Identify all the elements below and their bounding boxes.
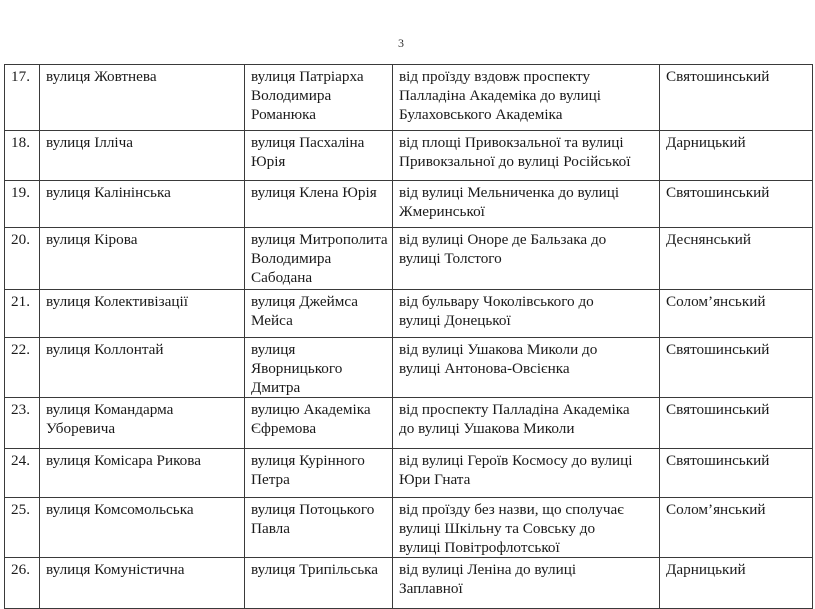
new-line: Дмитра bbox=[251, 379, 301, 396]
street-section bbox=[393, 338, 660, 398]
row-number bbox=[5, 131, 40, 181]
row-number-text: 20. bbox=[11, 231, 30, 248]
section-line: від вулиці Оноре де Бальзака до bbox=[399, 231, 607, 248]
new-street-name bbox=[245, 290, 393, 338]
table-row bbox=[5, 498, 813, 558]
row-number bbox=[5, 290, 40, 338]
street-section bbox=[393, 228, 660, 290]
street-section bbox=[393, 65, 660, 131]
district bbox=[660, 498, 813, 558]
row-number-text: 19. bbox=[11, 184, 30, 201]
old-line: Уборевича bbox=[46, 420, 116, 437]
new-street-name bbox=[245, 498, 393, 558]
district-text: Дарницький bbox=[666, 561, 746, 578]
section-line: Привокзальної до вулиці Російської bbox=[399, 153, 631, 170]
street-section bbox=[393, 290, 660, 338]
district bbox=[660, 558, 813, 609]
new-line: Павла bbox=[251, 520, 290, 537]
district-text: Святошинський bbox=[666, 341, 770, 358]
old-line: вулиця Командарма bbox=[46, 401, 174, 418]
old-street-name bbox=[40, 558, 245, 609]
new-line: Сабодана bbox=[251, 269, 313, 286]
new-street-name bbox=[245, 131, 393, 181]
new-street-name bbox=[245, 181, 393, 228]
table-row bbox=[5, 65, 813, 131]
row-number-text: 23. bbox=[11, 401, 30, 418]
street-section bbox=[393, 558, 660, 609]
district bbox=[660, 449, 813, 498]
table-row bbox=[5, 181, 813, 228]
old-line: вулиця Калінінська bbox=[46, 184, 171, 201]
street-section bbox=[393, 498, 660, 558]
old-street-name bbox=[40, 449, 245, 498]
old-street-name bbox=[40, 65, 245, 131]
old-street-name bbox=[40, 398, 245, 449]
street-section bbox=[393, 181, 660, 228]
new-line: вулиця bbox=[251, 341, 296, 358]
new-line: вулиця Курінного bbox=[251, 452, 365, 469]
new-line: Петра bbox=[251, 471, 290, 488]
old-street-name bbox=[40, 228, 245, 290]
new-line: вулиця Джеймса bbox=[251, 293, 358, 310]
street-renaming-table bbox=[4, 64, 813, 609]
new-line: вулиця Митрополита bbox=[251, 231, 388, 248]
old-line: вулиця Кірова bbox=[46, 231, 138, 248]
district bbox=[660, 338, 813, 398]
district-text: Святошинський bbox=[666, 184, 770, 201]
new-line: вулиця Клена Юрія bbox=[251, 184, 377, 201]
page-number: 3 bbox=[398, 36, 404, 50]
row-number-text: 24. bbox=[11, 452, 30, 469]
new-line: вулиця Патріарха bbox=[251, 68, 364, 85]
new-street-name bbox=[245, 228, 393, 290]
new-line: Володимира bbox=[251, 250, 332, 267]
old-line: вулиця Комуністична bbox=[46, 561, 185, 578]
section-line: Палладіна Академіка до вулиці bbox=[399, 87, 601, 104]
district-text: Деснянський bbox=[666, 231, 751, 248]
old-line: вулиця Жовтнева bbox=[46, 68, 157, 85]
table-row bbox=[5, 131, 813, 181]
old-street-name bbox=[40, 131, 245, 181]
street-section bbox=[393, 131, 660, 181]
row-number-text: 18. bbox=[11, 134, 30, 151]
row-number-text: 17. bbox=[11, 68, 30, 85]
district bbox=[660, 131, 813, 181]
district bbox=[660, 290, 813, 338]
old-street-name bbox=[40, 338, 245, 398]
street-section bbox=[393, 449, 660, 498]
new-line: Володимира bbox=[251, 87, 332, 104]
row-number bbox=[5, 398, 40, 449]
section-line: від площі Привокзальної та вулиці bbox=[399, 134, 624, 151]
row-number bbox=[5, 558, 40, 609]
section-line: від вулиці Леніна до вулиці bbox=[399, 561, 577, 578]
district-text: Солом’янський bbox=[666, 293, 766, 310]
old-line: вулиця Ілліча bbox=[46, 134, 134, 151]
old-line: вулиця Колективізації bbox=[46, 293, 188, 310]
old-street-name bbox=[40, 181, 245, 228]
new-line: Єфремова bbox=[251, 420, 317, 437]
row-number-text: 21. bbox=[11, 293, 30, 310]
district-text: Солом’янський bbox=[666, 501, 766, 518]
row-number bbox=[5, 498, 40, 558]
new-line: вулиця Пасхаліна bbox=[251, 134, 365, 151]
new-street-name bbox=[245, 558, 393, 609]
section-line: від вулиці Героїв Космосу до вулиці bbox=[399, 452, 633, 469]
table-row bbox=[5, 398, 813, 449]
table-row bbox=[5, 228, 813, 290]
district bbox=[660, 181, 813, 228]
section-line: від проїзду без назви, що сполучає bbox=[399, 501, 624, 518]
district-text: Святошинський bbox=[666, 68, 770, 85]
new-line: Романюка bbox=[251, 106, 316, 123]
new-street-name bbox=[245, 449, 393, 498]
row-number bbox=[5, 228, 40, 290]
section-line: Булаховського Академіка bbox=[399, 106, 563, 123]
section-line: вулиці Толстого bbox=[399, 250, 502, 267]
new-line: вулицю Академіка bbox=[251, 401, 371, 418]
old-street-name bbox=[40, 290, 245, 338]
row-number-text: 25. bbox=[11, 501, 30, 518]
section-line: Жмеринської bbox=[399, 203, 485, 220]
district-text: Святошинський bbox=[666, 401, 770, 418]
new-street-name bbox=[245, 398, 393, 449]
new-line: вулиця Трипільська bbox=[251, 561, 379, 578]
section-line: вулиці Шкільну та Совську до bbox=[399, 520, 596, 537]
district-text: Дарницький bbox=[666, 134, 746, 151]
old-line: вулиця Комісара Рикова bbox=[46, 452, 201, 469]
old-line: вулиця Комсомольська bbox=[46, 501, 194, 518]
district-text: Святошинський bbox=[666, 452, 770, 469]
table-row bbox=[5, 338, 813, 398]
old-street-name bbox=[40, 498, 245, 558]
section-line: до вулиці Ушакова Миколи bbox=[399, 420, 575, 437]
new-street-name bbox=[245, 338, 393, 398]
row-number bbox=[5, 338, 40, 398]
row-number bbox=[5, 65, 40, 131]
district bbox=[660, 228, 813, 290]
old-line: вулиця Коллонтай bbox=[46, 341, 164, 358]
new-line: Яворницького bbox=[251, 360, 343, 377]
new-street-name bbox=[245, 65, 393, 131]
section-line: від проспекту Палладіна Академіка bbox=[399, 401, 630, 418]
section-line: від вулиці Мельниченка до вулиці bbox=[399, 184, 620, 201]
section-line: від бульвару Чоколівського до bbox=[399, 293, 594, 310]
section-line: від вулиці Ушакова Миколи до bbox=[399, 341, 598, 358]
new-line: Мейса bbox=[251, 312, 293, 329]
street-section bbox=[393, 398, 660, 449]
section-line: вулиці Повітрофлотської bbox=[399, 539, 560, 556]
row-number bbox=[5, 181, 40, 228]
district bbox=[660, 65, 813, 131]
new-line: вулиця Потоцького bbox=[251, 501, 375, 518]
table-row bbox=[5, 558, 813, 609]
district bbox=[660, 398, 813, 449]
section-line: вулиці Антонова-Овсієнка bbox=[399, 360, 570, 377]
row-number-text: 22. bbox=[11, 341, 30, 358]
row-number bbox=[5, 449, 40, 498]
section-line: від проїзду вздовж проспекту bbox=[399, 68, 591, 85]
section-line: вулиці Донецької bbox=[399, 312, 511, 329]
table-row bbox=[5, 449, 813, 498]
section-line: Заплавної bbox=[399, 580, 463, 597]
row-number-text: 26. bbox=[11, 561, 30, 578]
table-row bbox=[5, 290, 813, 338]
section-line: Юри Гната bbox=[399, 471, 471, 488]
new-line: Юрія bbox=[251, 153, 286, 170]
